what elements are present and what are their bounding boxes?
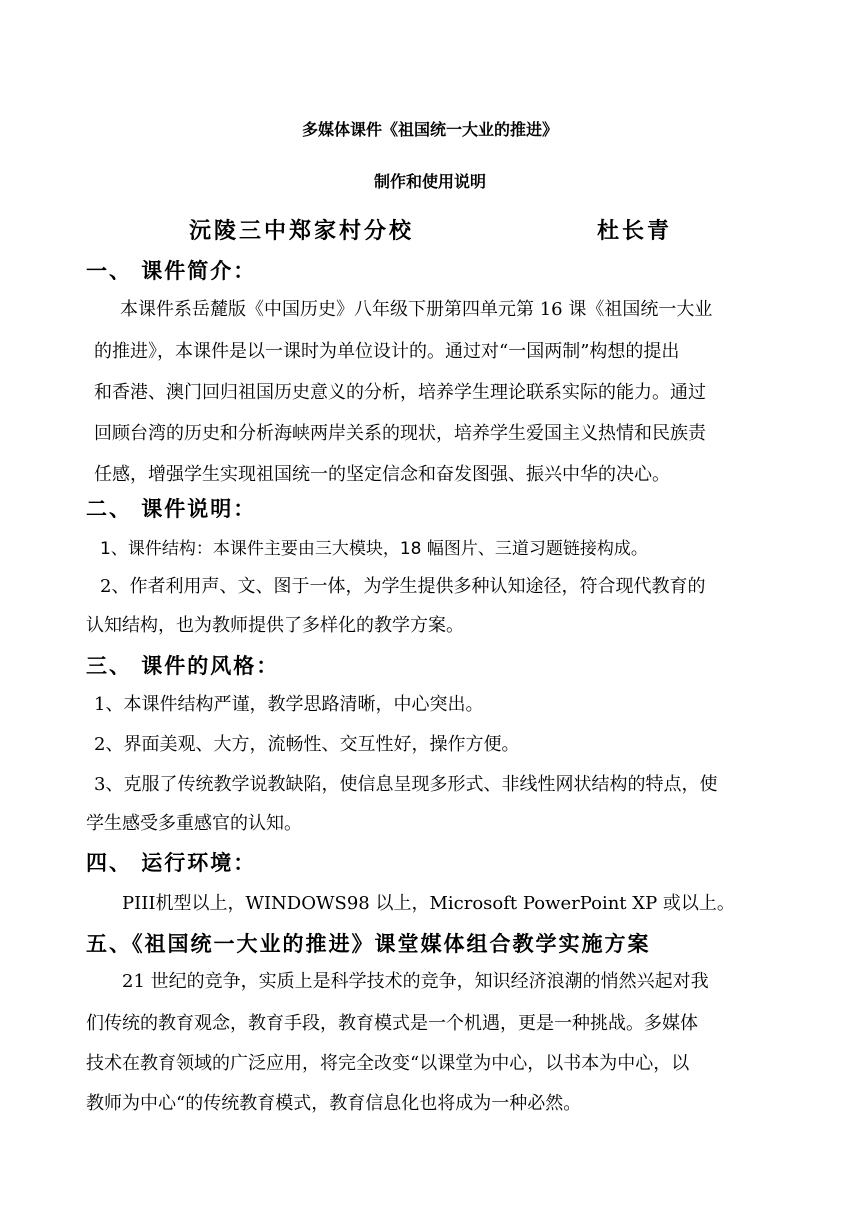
paragraph-line: 回顾台湾的历史和分析海峡两岸关系的现状，培养学生爱国主义热情和民族责 (94, 423, 706, 444)
section-heading-environment: 四、 运行环境： (86, 850, 257, 875)
paragraph-line: 任感，增强学生实现祖国统一的坚定信念和奋发图强、振兴中华的决心。 (94, 464, 670, 485)
paragraph-line: 们传统的教育观念，教育手段，教育模式是一个机遇，更是一种挑战。多媒体 (86, 1013, 698, 1034)
author-name: 杜长青 (597, 218, 673, 244)
section-heading-intro: 一、 课件简介： (86, 258, 257, 283)
paragraph-line: PIII机型以上，WINDOWS98 以上，Microsoft PowerPoint XP 或以上。 (122, 893, 735, 914)
list-item: 1、本课件结构严谨，教学思路清晰，中心突出。 (94, 694, 484, 715)
paragraph-line: 21 世纪的竞争，实质上是科学技术的竞争，知识经济浪潮的悄然兴起对我 (122, 971, 709, 992)
paragraph-line: 本课件系岳麓版《中国历史》八年级下册第四单元第 16 课《祖国统一大业 (120, 299, 713, 320)
list-item: 2、作者利用声、文、图于一体，为学生提供多种认知途径，符合现代教育的 (100, 576, 706, 597)
section-heading-description: 二、 课件说明： (86, 496, 257, 521)
paragraph-line: 的推进》，本课件是以一课时为单位设计的。通过对“一国两制”构想的提出 (94, 341, 680, 362)
list-item: 1、课件结构：本课件主要由三大模块，18 幅图片、三道习题链接构成。 (100, 539, 648, 559)
list-item: 3、克服了传统教学说教缺陷，使信息呈现多形式、非线性网状结构的特点，使 (94, 774, 718, 795)
section-heading-plan: 五、《祖国统一大业的推进》课堂媒体组合教学实施方案 (86, 931, 651, 956)
paragraph-line: 和香港、澳门回归祖国历史意义的分析，培养学生理论联系实际的能力。通过 (94, 382, 706, 403)
paragraph-line: 认知结构，也为教师提供了多样化的教学方案。 (86, 615, 464, 636)
list-item: 2、界面美观、大方，流畅性、交互性好，操作方便。 (94, 734, 520, 755)
author-school: 沅陵三中郑家村分校 (189, 218, 415, 244)
section-heading-style: 三、 课件的风格： (86, 653, 280, 678)
paragraph-line: 学生感受多重感官的认知。 (86, 813, 302, 834)
paragraph-line: 教师为中心“的传统教育模式，教育信息化也将成为一种必然。 (86, 1093, 582, 1114)
document-title-line-2: 制作和使用说明 (373, 172, 486, 191)
paragraph-line: 技术在教育领域的广泛应用，将完全改变“以课堂为中心，以书本为中心，以 (86, 1053, 690, 1074)
document-title-line-1: 多媒体课件《祖国统一大业的推进》 (301, 120, 558, 139)
